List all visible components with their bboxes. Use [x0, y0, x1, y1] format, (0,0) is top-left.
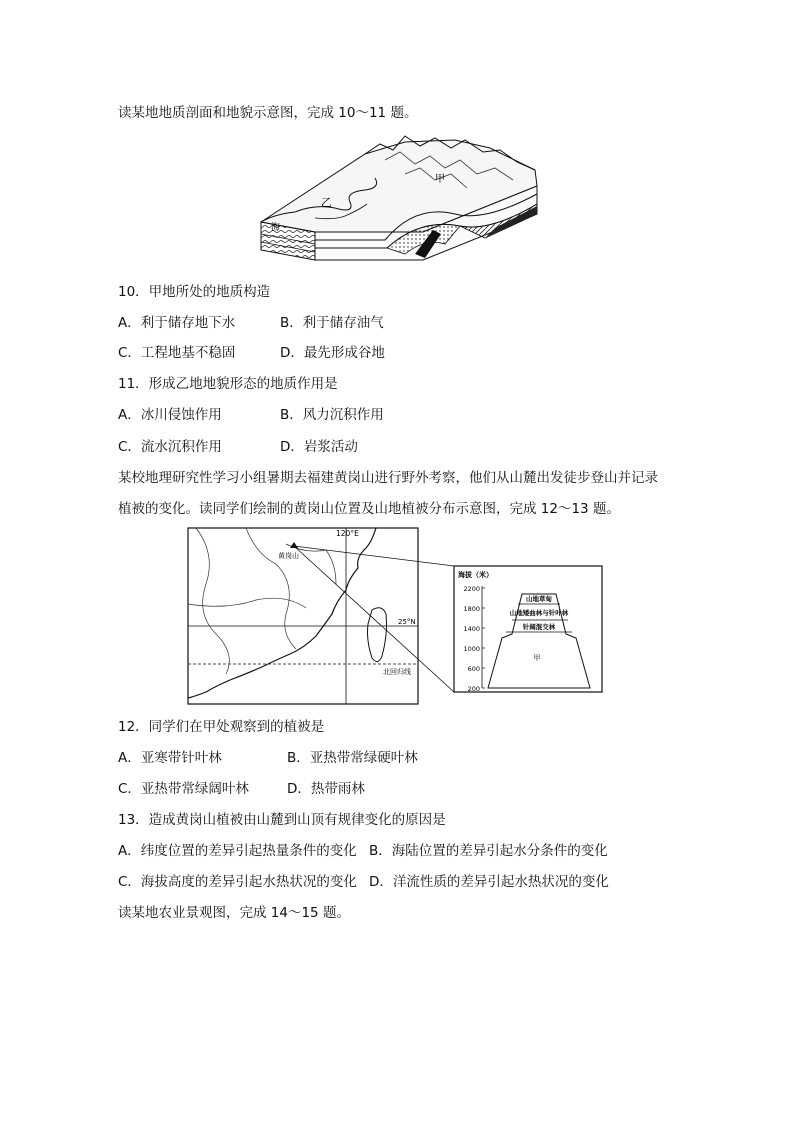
- q10-option-b[interactable]: B．利于储存油气: [280, 315, 384, 331]
- label-hai: 海: [271, 223, 281, 233]
- intro-text-q14-15: 读某地农业景观图，完成 14～15 题。: [118, 905, 350, 921]
- profile-axis-title: 海拔（米）: [458, 571, 493, 579]
- intro-text-q10-11: 读某地地质剖面和地貌示意图，完成 10～11 题。: [118, 105, 418, 121]
- q13-option-a[interactable]: A．纬度位置的差异引起热量条件的变化: [118, 843, 357, 859]
- tick-1400: 1400: [463, 625, 480, 633]
- tropic-label: 北回归线: [383, 668, 411, 676]
- q10-option-d[interactable]: D．最先形成谷地: [280, 345, 385, 361]
- q10-option-a[interactable]: A．利于储存地下水: [118, 315, 236, 331]
- geology-block-diagram: [255, 134, 540, 262]
- zone-meadow: 山地草甸: [526, 595, 552, 603]
- zone-dwarf-forest: 山地矮曲林与针叶林: [509, 609, 569, 617]
- q12-option-a[interactable]: A．亚寒带针叶林: [118, 750, 222, 766]
- label-jia: 甲: [435, 174, 445, 185]
- q12-option-b[interactable]: B．亚热带常绿硬叶林: [287, 750, 418, 766]
- q11-option-a[interactable]: A．冰川侵蚀作用: [118, 407, 222, 423]
- location-map-and-vegetation-profile: [186, 524, 606, 708]
- q11-option-c[interactable]: C．流水沉积作用: [118, 439, 222, 455]
- tick-200: 200: [467, 685, 480, 693]
- mountain-label: 黄岗山: [278, 552, 299, 560]
- tick-1000: 1000: [463, 645, 480, 653]
- q11-stem: 11．形成乙地地貌形态的地质作用是: [118, 376, 338, 392]
- q12-option-c[interactable]: C．亚热带常绿阔叶林: [118, 781, 249, 797]
- q13-stem: 13．造成黄岗山植被由山麓到山顶有规律变化的原因是: [118, 812, 446, 828]
- q13-option-c[interactable]: C．海拔高度的差异引起水热状况的变化: [118, 874, 357, 890]
- q10-option-c[interactable]: C．工程地基不稳固: [118, 345, 236, 361]
- zone-mixed-forest: 针阔混交林: [522, 623, 556, 631]
- tick-600: 600: [467, 665, 480, 673]
- q12-option-d[interactable]: D．热带雨林: [287, 781, 365, 797]
- latitude-label: 25°N: [398, 618, 416, 626]
- intro-text-q12-13-line1: 某校地理研究性学习小组暑期去福建黄岗山进行野外考察，他们从山麓出发徒步登山并记录: [118, 470, 658, 486]
- zone-jia: 甲: [533, 654, 541, 662]
- q13-option-b[interactable]: B．海陆位置的差异引起水分条件的变化: [369, 843, 608, 859]
- tick-2200: 2200: [463, 585, 480, 593]
- q10-stem: 10．甲地所处的地质构造: [118, 284, 271, 300]
- longitude-label: 120°E: [336, 529, 359, 538]
- tick-1800: 1800: [463, 605, 480, 613]
- q13-option-d[interactable]: D．洋流性质的差异引起水热状况的变化: [369, 874, 609, 890]
- q12-stem: 12．同学们在甲处观察到的植被是: [118, 719, 325, 735]
- intro-text-q12-13-line2: 植被的变化。读同学们绘制的黄岗山位置及山地植被分布示意图，完成 12～13 题。: [118, 501, 620, 517]
- q11-option-d[interactable]: D．岩浆活动: [280, 439, 358, 455]
- q11-option-b[interactable]: B．风力沉积作用: [280, 407, 384, 423]
- label-yi: 乙: [321, 196, 332, 209]
